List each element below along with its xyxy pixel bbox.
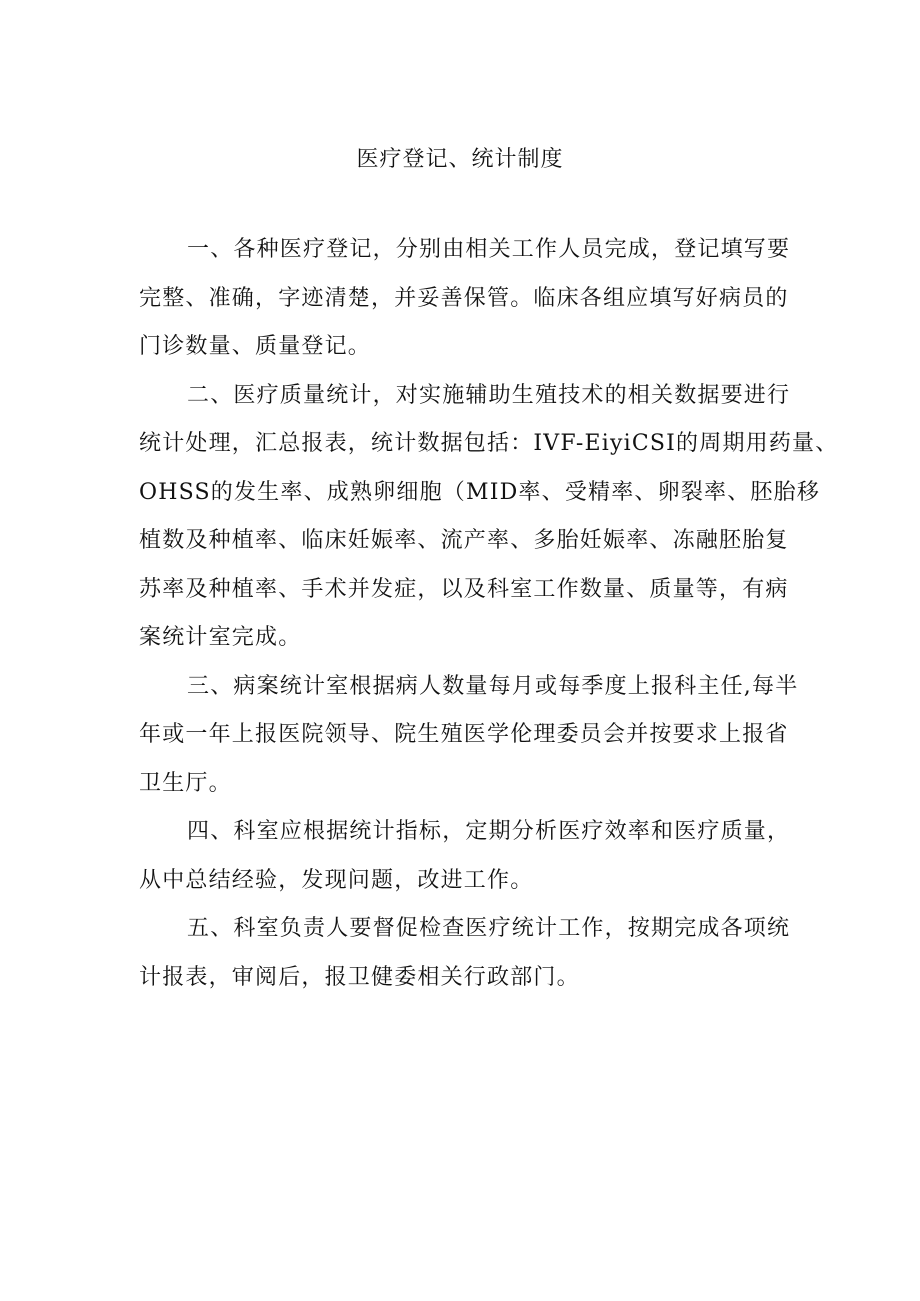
paragraph-line: OHSS的发生率、成熟卵细胞（MID率、受精率、卵裂率、胚胎移 (139, 479, 821, 505)
paragraph-line: 完整、准确，字迹清楚，并妥善保管。临床各组应填写好病员的 (139, 285, 789, 311)
paragraph-line: 从中总结经验，发现问题，改进工作。 (139, 867, 534, 893)
paragraph-line: 年或一年上报医院领导、院生殖医学伦理委员会并按要求上报省 (139, 722, 789, 747)
paragraph-line: 三、病案统计室根据病人数量每月或每季度上报科主任,每半 (187, 673, 799, 699)
paragraph-line: 计报表，审阅后，报卫健委相关行政部门。 (139, 964, 580, 990)
paragraph-line: 统计处理，汇总报表，统计数据包括：IVF-EiyiCSI的周期用药量、 (139, 431, 839, 456)
document-title: 医疗登记、统计制度 (356, 147, 564, 172)
paragraph-line: 案统计室完成。 (139, 625, 302, 650)
document-body (139, 226, 839, 1002)
paragraph-line: 门诊数量、质量登记。 (139, 334, 372, 359)
paragraph-line: 四、科室应根据统计指标，定期分析医疗效率和医疗质量， (187, 819, 791, 844)
paragraph-5 (139, 905, 794, 1002)
paragraph-4 (139, 808, 794, 905)
paragraph-line: 五、科室负责人要督促检查医疗统计工作，按期完成各项统 (187, 916, 791, 941)
paragraph-line: 一、各种医疗登记，分别由相关工作人员完成，登记填写要 (187, 237, 791, 262)
paragraph-1 (139, 226, 794, 372)
paragraph-line: 苏率及种植率、手术并发症，以及科室工作数量、质量等，有病 (139, 576, 789, 602)
paragraph-2 (139, 372, 839, 663)
paragraph-line: 二、医疗质量统计，对实施辅助生殖技术的相关数据要进行 (187, 382, 791, 408)
paragraph-line: 植数及种植率、临床妊娠率、流产率、多胎妊娠率、冻融胚胎复 (139, 528, 789, 553)
paragraph-line: 卫生厅。 (139, 770, 232, 796)
paragraph-3 (139, 663, 799, 809)
